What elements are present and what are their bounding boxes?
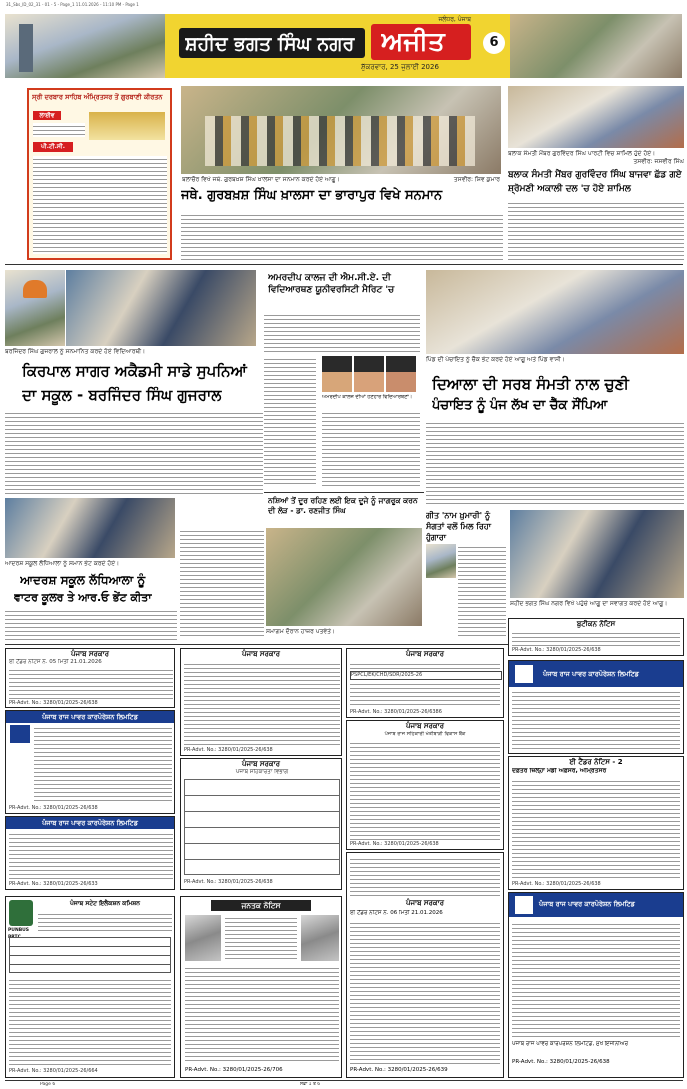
mid-ad-ref: PR-Advt. No.: 3280/01/2025-26/638 [184, 879, 273, 885]
nashian-headline: ਨਸ਼ਿਆਂ ਤੋਂ ਦੂਰ ਰਹਿਣ ਲਈ ਇਕ ਦੂਜੇ ਨੂੰ ਜਾਗਰੂਕ ਕਰਨ ਦੀ ਲੋੜ - ਡਾ. ਰਣਜੀਤ ਸਿੰਘ [268, 496, 418, 515]
panchayat-caption: ਪਿੰਡ ਦੀ ਪੰਚਾਇਤ ਨੂੰ ਚੈੱਕ ਭੇਟ ਕਰਦੇ ਹੋਏ ਆਗੂ ਅਤੇ ਪਿੰਡ ਵਾਸੀ। [426, 356, 565, 363]
janatak-ref: PR-Advt. No.: 3280/01/2025-26/706 [185, 1067, 283, 1073]
panchayat-photo [426, 270, 684, 354]
balachaur-caption: ਬਲਾਕ ਸੰਮਤੀ ਮੈਂਬਰ ਗੁਰਵਿੰਦਰ ਸਿੰਘ ਪਾਰਟੀ ਵਿਚ ਸ਼ਾਮਿਲ ਹੁੰਦੇ ਹੋਏ। [508, 150, 656, 157]
tender-notice-ref: PR-Advt. No.: 3280/01/2025-26/638 [512, 647, 601, 653]
page-number: 6 [483, 32, 505, 54]
singer-photo [426, 544, 456, 578]
printer-line: 31_Sbs_ID_02_31 - 01 - 5 - Page_1 11.01.2026 - 11:10 PM - Page 1 [6, 2, 139, 7]
ad1-ref: PR-Advt. No.: 3280/01/2025-26/638 [9, 700, 98, 706]
portrait-photo [5, 270, 65, 346]
missing-child-photo-1 [185, 915, 221, 961]
mid2-ad-box [346, 720, 504, 850]
psp-ad-1-ref: PR-Advt. No.: 3280/01/2025-26/638 [9, 805, 98, 811]
mid2-ad-sub: ਪੰਜਾਬ ਰਾਜ ਸਹਿਕਾਰੀ ਖੇਤੀਬਾੜੀ ਵਿਕਾਸ ਬੈਂਕ [384, 731, 466, 737]
psp-ad-1-body [34, 725, 172, 803]
punbus-body-1 [38, 911, 172, 933]
memorial-statue [19, 24, 33, 72]
masthead-edition: ਜਲੰਧਰ, ਪੰਜਾਬ [438, 16, 471, 23]
sbs-title: ਪੰਜਾਬ ਸਟੇਟ ਇਲੈਕਸ਼ਨ ਕਮਿਸ਼ਨ [69, 900, 141, 907]
punbus-ad [5, 896, 175, 1078]
ad3-box [346, 648, 504, 718]
balachaur-photo-credit: ਤਸਵੀਰ: ਜਸਵੀਰ ਸਿੰਘ [633, 158, 684, 165]
janatak-body-1 [225, 915, 297, 961]
student-photo-3 [386, 356, 416, 392]
pspcl-logo-icon-5 [515, 896, 533, 914]
ad1-body [9, 667, 173, 699]
amardeep-headline: ਅਮਰਦੀਪ ਕਾਲਜ ਦੀ ਐਮ.ਸੀ.ਏ. ਦੀ ਵਿਦਿਆਰਥਣ ਯੂਨੀਵਰਸਿਟੀ ਮੈਰਿਟ 'ਚ [268, 273, 395, 295]
kirpal-headline-2: ਦਾ ਸਕੂਲ - ਬਰਜਿੰਦਰ ਸਿੰਘ ਗੁਜਰਾਲ [22, 386, 222, 404]
punbus-ref: PR-Advt. No.: 3280/01/2025-26/664 [9, 1068, 98, 1074]
promo-channel: ਪੀ.ਟੀ.ਸੀ. [33, 142, 73, 152]
kirpal-caption: ਬਰਜਿੰਦਰ ਸਿੰਘ ਗੁਜਰਾਲ ਨੂੰ ਸਨਮਾਨਿਤ ਕਰਦੇ ਹੋਏ ਵਿਦਿਆਰਥੀ। [5, 348, 146, 355]
psp-ad-3-body [9, 831, 173, 879]
panchayat-headline-1: ਦਿਆਲਾ ਦੀ ਸਰਬ ਸੰਮਤੀ ਨਾਲ ਚੁਣੀ [432, 375, 629, 393]
mandi-ad [508, 756, 684, 890]
psp-ad-1-title: ਪੰਜਾਬ ਰਾਜ ਪਾਵਰ ਕਾਰਪੋਰੇਸ਼ਨ ਲਿਮਟਿਡ [42, 713, 138, 721]
promo-text-2 [33, 156, 167, 254]
amardeep-body-1 [264, 312, 420, 352]
psp-ad-3-ref: PR-Advt. No.: 3280/01/2025-26/633 [9, 881, 98, 887]
tender-notice-title: ਬੁਟੀਕਨ ਨੋਟਿਸ [576, 620, 616, 628]
adarsh-body [5, 608, 177, 642]
amardeep-body-2 [264, 356, 316, 486]
psp-ad-2-title: ਪੰਜਾਬ ਰਾਜ ਪਾਵਰ ਕਾਰਪੋਰੇਸ਼ਨ ਲਿਮਟਿਡ [543, 670, 639, 678]
sanman-headline: ਜਥੇ. ਗੁਰਬਖ਼ਸ਼ ਸਿੰਘ ਖ਼ਾਲਸਾ ਦਾ ਭਾਰਾਪੁਰ ਵਿਖੇ ਸਨਮਾਨ [181, 188, 443, 203]
geet-body [458, 544, 506, 638]
amardeep-body-3 [322, 410, 420, 486]
balachaur-body [508, 200, 684, 262]
pspcl-logo-icon-2 [515, 665, 533, 683]
divider-1 [5, 264, 683, 265]
bottom-tender-ad [346, 852, 504, 1078]
ad2-title: ਪੰਜਾਬ ਸਰਕਾਰ [241, 650, 280, 658]
adarsh-photo [5, 498, 175, 558]
psp-ad-5-footer: ਪੰਜਾਬ ਰਾਜ ਪਾਵਰ ਕਾਰਪੋਰੇਸ਼ਨ ਲਿਮਟਿਡ, ਮੁੱਖ ਇੰਜੀਨੀਅਰ [512, 1041, 629, 1047]
punbus-body-2 [9, 977, 171, 1065]
mid2-ad-ref: PR-Advt. No.: 3280/01/2025-26/638 [350, 841, 439, 847]
psp-ad-5-title: ਪੰਜਾਬ ਰਾਜ ਪਾਵਰ ਕਾਰਪੋਰੇਸ਼ਨ ਲਿਮਟਿਡ [539, 900, 635, 908]
promo-title: ਸ੍ਰੀ ਦਰਬਾਰ ਸਾਹਿਬ ਅੰਮ੍ਰਿਤਸਰ ਤੋਂ ਗੁਰਬਾਣੀ ਕੀਰਤਨ [32, 93, 163, 101]
psp-ad-3-title: ਪੰਜਾਬ ਰਾਜ ਪਾਵਰ ਕਾਰਪੋਰੇਸ਼ਨ ਲਿਮਟਿਡ [42, 819, 138, 827]
masthead-paper-name: ਅਜੀਤ [381, 27, 445, 57]
panchayat-headline-2: ਪੰਚਾਇਤ ਨੂੰ ਪੰਜ ਲੱਖ ਦਾ ਚੈੱਕ ਸੌਂਪਿਆ [432, 398, 608, 413]
footer-rule [5, 1080, 683, 1081]
golden-temple-image [89, 112, 165, 140]
psp-ad-2-body [512, 689, 680, 751]
pspcl-logo-icon [10, 725, 30, 743]
ad3-ref: PR-Advt. No.: 3280/01/2025-26/6386 [350, 709, 442, 715]
punbus-table [9, 937, 171, 973]
mandi-title: ਈ ਟੈਂਡਰ ਨੋਟਿਸ - 2 [569, 758, 623, 766]
amardeep-caption: ਅਮਰਦੀਪ ਕਾਲਜ ਦੀਆਂ ਹੋਣਹਾਰ ਵਿਦਿਆਰਥਣਾਂ। [322, 394, 413, 400]
punbus-name: PUNBUS [8, 928, 30, 933]
group-of-people [205, 116, 475, 166]
janatak-title: ਜਨਤਕ ਨੋਟਿਸ [211, 900, 311, 911]
punbus-logo-icon [9, 900, 33, 926]
divider-2 [264, 492, 424, 493]
mandi-body [512, 778, 680, 880]
sanman-caption: ਬਲਾਚੌਰ ਵਿਖੇ ਜਥੇ. ਗੁਰਬਖ਼ਸ਼ ਸਿੰਘ ਖ਼ਾਲਸਾ ਦਾ ਸਨਮਾਨ ਕਰਦੇ ਹੋਏ ਆਗੂ। [182, 176, 340, 183]
kirpal-headline-1: ਕਿਰਪਾਲ ਸਾਗਰ ਅਕੈਡਮੀ ਸਾਡੇ ਸੁਪਨਿਆਂ [22, 362, 247, 380]
turban [23, 280, 47, 298]
masthead-date: ਸ਼ੁੱਕਰਵਾਰ, 25 ਜੁਲਾਈ 2026 [361, 63, 439, 71]
psp-ad-1 [5, 710, 175, 814]
ad1-title: ਪੰਜਾਬ ਸਰਕਾਰ [70, 650, 109, 658]
ad2-body [184, 661, 340, 745]
mandi-ref: PR-Advt. No.: 3280/01/2025-26/638 [512, 881, 601, 887]
bottom-tender-title: ਪੰਜਾਬ ਸਰਕਾਰ [405, 899, 444, 907]
mandi-sub: ਦਫ਼ਤਰ ਜ਼ਿਲ੍ਹਾ ਮੰਡੀ ਅਫ਼ਸਰ, ਅੰਮ੍ਰਿਤਸਰ [512, 768, 607, 774]
footer-mid: ਸਫ਼ਾ 1 ਤੋਂ 6 [300, 1082, 321, 1087]
psp-ad-5 [508, 892, 684, 1078]
right-story-photo [510, 510, 684, 598]
ad3-title: ਪੰਜਾਬ ਸਰਕਾਰ [405, 650, 444, 658]
bottom-tender-notice: ਈ ਟੈਂਡਰ ਨੋਟਿਸ ਨੰ. 06 ਮਿਤੀ 21.01.2026 [350, 910, 443, 916]
mid-ad-title: ਪੰਜਾਬ ਸਰਕਾਰ [241, 760, 280, 768]
right-story-caption: ਸ਼ਹੀਦ ਭਗਤ ਸਿੰਘ ਨਗਰ ਵਿਖੇ ਪਹੁੰਚੇ ਆਗੂ ਦਾ ਸਵਾਗਤ ਕਰਦੇ ਹੋਏ ਆਗੂ। [510, 600, 668, 607]
student-photo-1 [322, 356, 352, 392]
masthead-photo-left [5, 14, 165, 78]
psp-ad-5-ref: PR-Advt. No.: 3280/01/2025-26/638 [512, 1059, 610, 1065]
mid-ad-table [184, 779, 340, 875]
masthead-banner [165, 14, 510, 78]
tender-notice-body [512, 630, 680, 646]
mid2-ad-body [350, 740, 500, 840]
sanman-body [181, 212, 503, 262]
kirpal-body [5, 410, 263, 494]
school-students-photo [66, 270, 256, 346]
ad1-tender: ਈ ਟੈਂਡਰ ਨੋਟਿਸ ਨੰ. 05 ਮਿਤੀ 21.01.2026 [9, 659, 102, 665]
panchayat-body [426, 420, 684, 506]
promo-box [27, 88, 172, 260]
adarsh-caption: ਆਦਰਸ਼ ਸਕੂਲ ਲੱਧਿਆਲਾ ਨੂੰ ਸਮਾਨ ਭੇਟ ਕਰਦੇ ਹੋਏ। [5, 560, 120, 567]
promo-badge: ਲਾਈਵ [33, 111, 61, 120]
ad3-body-2 [350, 681, 500, 707]
nashian-body-1 [180, 528, 264, 638]
masthead-photo-right [510, 14, 682, 78]
psp-ad-5-body [512, 921, 680, 1037]
mid2-ad-title: ਪੰਜਾਬ ਸਰਕਾਰ [405, 722, 444, 730]
masthead-district: ਸ਼ਹੀਦ ਭਗਤ ਸਿੰਘ ਨਗਰ [185, 33, 355, 55]
adarsh-headline-2: ਵਾਟਰ ਕੂਲਰ ਤੇ ਆਰ.ਓ ਭੇਂਟ ਕੀਤਾ [14, 591, 152, 604]
bottom-tender-body-0 [350, 856, 500, 896]
missing-child-photo-2 [301, 915, 339, 961]
tender-notice-box [508, 618, 684, 656]
janatak-ad [180, 896, 342, 1078]
mid-ad-sub: ਪੰਜਾਬ ਸਹਿਕਾਰਤਾ ਵਿਭਾਗ [235, 769, 289, 775]
bottom-tender-ref: PR-Advt. No.: 3280/01/2025-26/639 [350, 1067, 448, 1073]
student-photo-2 [354, 356, 384, 392]
ad3-body-1 [350, 661, 500, 669]
psp-ad-2 [508, 660, 684, 754]
bottom-tender-body [350, 920, 500, 1064]
ad2-box [180, 648, 342, 756]
psp-ad-3 [5, 816, 175, 890]
ad3-row: PSPCL/EK/CHD/SDR/2025-26 [350, 671, 502, 680]
nashian-photo [266, 528, 422, 626]
nashian-caption: ਸਮਾਗਮ ਦੌਰਾਨ ਹਾਜ਼ਰ ਪਤਵੰਤੇ। [266, 628, 336, 635]
adarsh-headline-1: ਆਦਰਸ਼ ਸਕੂਲ ਲੱਧਿਆਲਾ ਨੂੰ [20, 573, 146, 587]
footer-left: Page 6 [40, 1082, 56, 1087]
sanman-photo [181, 86, 501, 174]
sanman-photo-credit: ਤਸਵੀਰ: ਸ਼ਿਵ ਕੁਮਾਰ [453, 176, 500, 183]
balachaur-photo [508, 86, 684, 148]
janatak-body-2 [185, 965, 339, 1061]
ad2-ref: PR-Advt. No.: 3280/01/2025-26/638 [184, 747, 273, 753]
mid-ad-box [180, 758, 342, 890]
geet-headline: ਗੀਤ 'ਨਾਮ ਖ਼ੁਮਾਰੀ' ਨੂੰ ਸੰਗਤਾਂ ਵਲੋਂ ਮਿਲ ਰਿਹਾ ਹੁੰਗਾਰਾ [426, 511, 492, 542]
ad1-box [5, 648, 175, 708]
promo-text-1 [33, 123, 85, 137]
balachaur-headline: ਬਲਾਕ ਸੰਮਤੀ ਮੈਂਬਰ ਗੁਰਵਿੰਦਰ ਸਿੰਘ ਬਾਜਵਾ ਛੱਡ ਗਏ ਸ਼੍ਰੋਮਣੀ ਅਕਾਲੀ ਦਲ 'ਚ ਹੋਏ ਸ਼ਾਮਿਲ [508, 170, 682, 194]
